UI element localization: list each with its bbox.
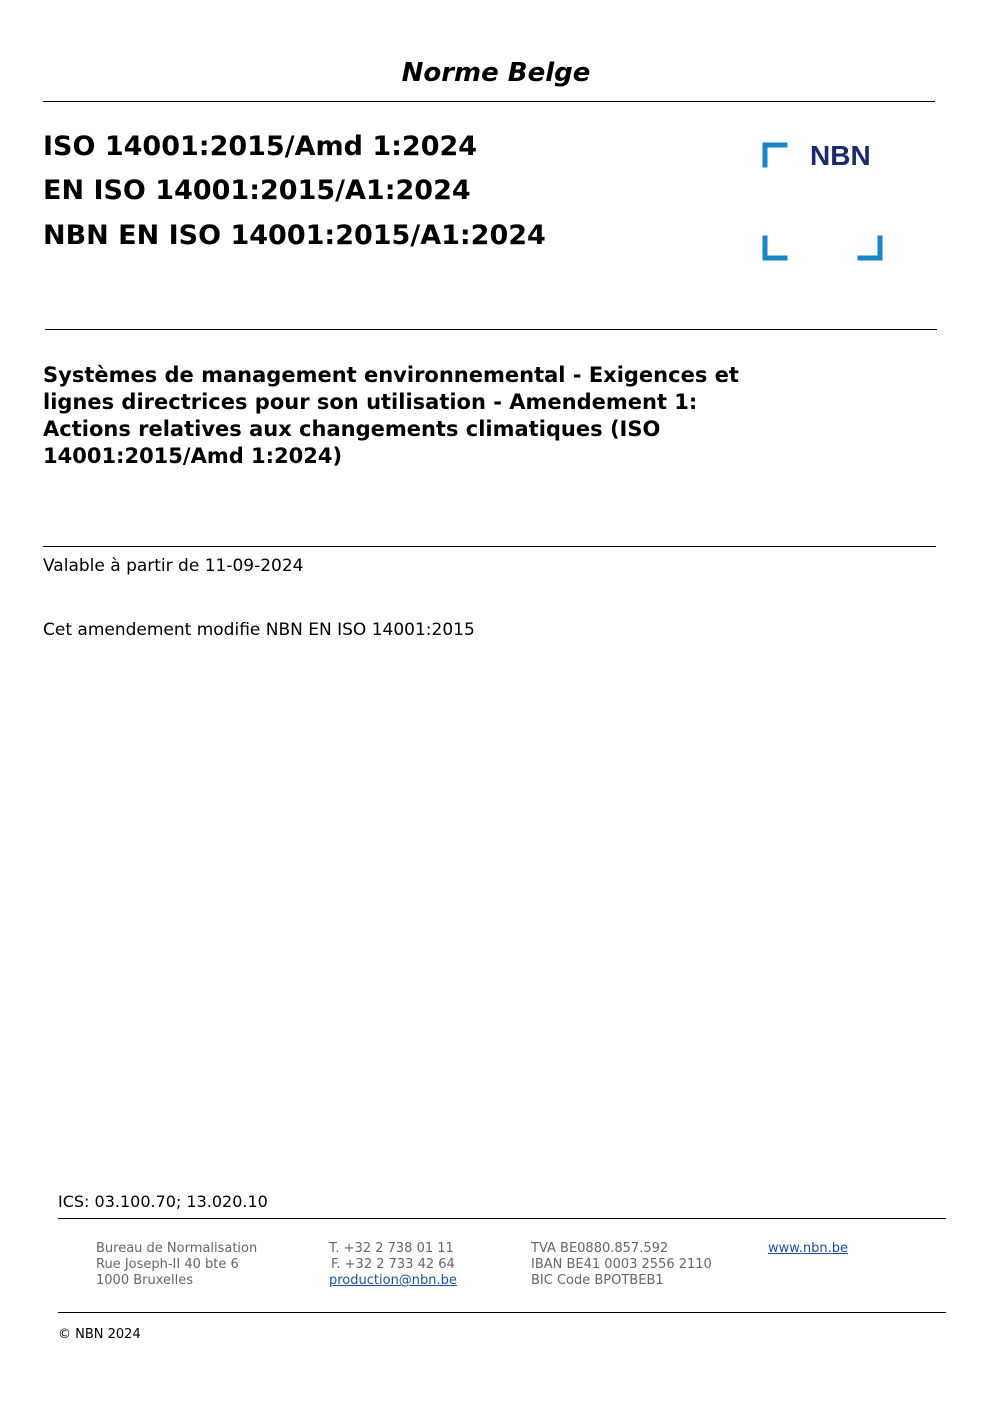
bracket-bottom-left — [765, 238, 785, 258]
page-header-title: Norme Belge — [401, 58, 591, 88]
website-link[interactable]: www.nbn.be — [768, 1241, 848, 1256]
document-title-line: Systèmes de management environnemental - Exigences et — [43, 363, 739, 387]
footer-address — [96, 1241, 257, 1289]
nbn-logo-text: NBN — [810, 140, 871, 171]
standard-iso: ISO 14001:2015/Amd 1:2024 — [43, 131, 478, 162]
footer-bank — [531, 1241, 712, 1289]
footer-web — [768, 1241, 848, 1257]
footer-contact — [329, 1241, 457, 1289]
ics-codes: ICS: 03.100.70; 13.020.10 — [58, 1192, 268, 1211]
document-title-line: lignes directrices pour son utilisation - Amendement 1: — [43, 390, 698, 414]
bracket-bottom-right — [860, 238, 880, 258]
valid-from-text: Valable à partir de 11-09-2024 — [43, 556, 304, 576]
nbn-logo — [760, 140, 886, 266]
address-line: Rue Joseph-II 40 bte 6 — [96, 1257, 239, 1272]
title-divider-top — [45, 329, 937, 330]
document-title-line: 14001:2015/Amd 1:2024) — [43, 444, 343, 468]
nbn-logo-icon — [760, 140, 886, 266]
title-divider-bottom — [43, 546, 936, 547]
modifies-text: Cet amendement modifie NBN EN ISO 14001:2015 — [43, 620, 475, 640]
footer-divider-top — [58, 1218, 946, 1219]
address-line: Bureau de Normalisation — [96, 1241, 258, 1256]
standard-en: EN ISO 14001:2015/A1:2024 — [43, 175, 471, 206]
header-divider — [43, 101, 935, 102]
standard-nbn: NBN EN ISO 14001:2015/A1:2024 — [43, 220, 546, 251]
address-line: 1000 Bruxelles — [96, 1273, 194, 1288]
document-title-line: Actions relatives aux changements climatiques (ISO — [43, 417, 661, 441]
iban-number: IBAN BE41 0003 2556 2110 — [531, 1257, 712, 1272]
bracket-top-left — [765, 145, 785, 165]
email-link[interactable]: production@nbn.be — [329, 1273, 457, 1288]
fax-number: F. +32 2 733 42 64 — [331, 1257, 455, 1272]
footer-divider-bottom — [58, 1312, 946, 1313]
phone-number: T. +32 2 738 01 11 — [329, 1241, 454, 1256]
bic-code: BIC Code BPOTBEB1 — [531, 1273, 664, 1288]
copyright-notice: © NBN 2024 — [58, 1327, 141, 1342]
document-title — [43, 362, 843, 470]
vat-number: TVA BE0880.857.592 — [531, 1241, 669, 1256]
